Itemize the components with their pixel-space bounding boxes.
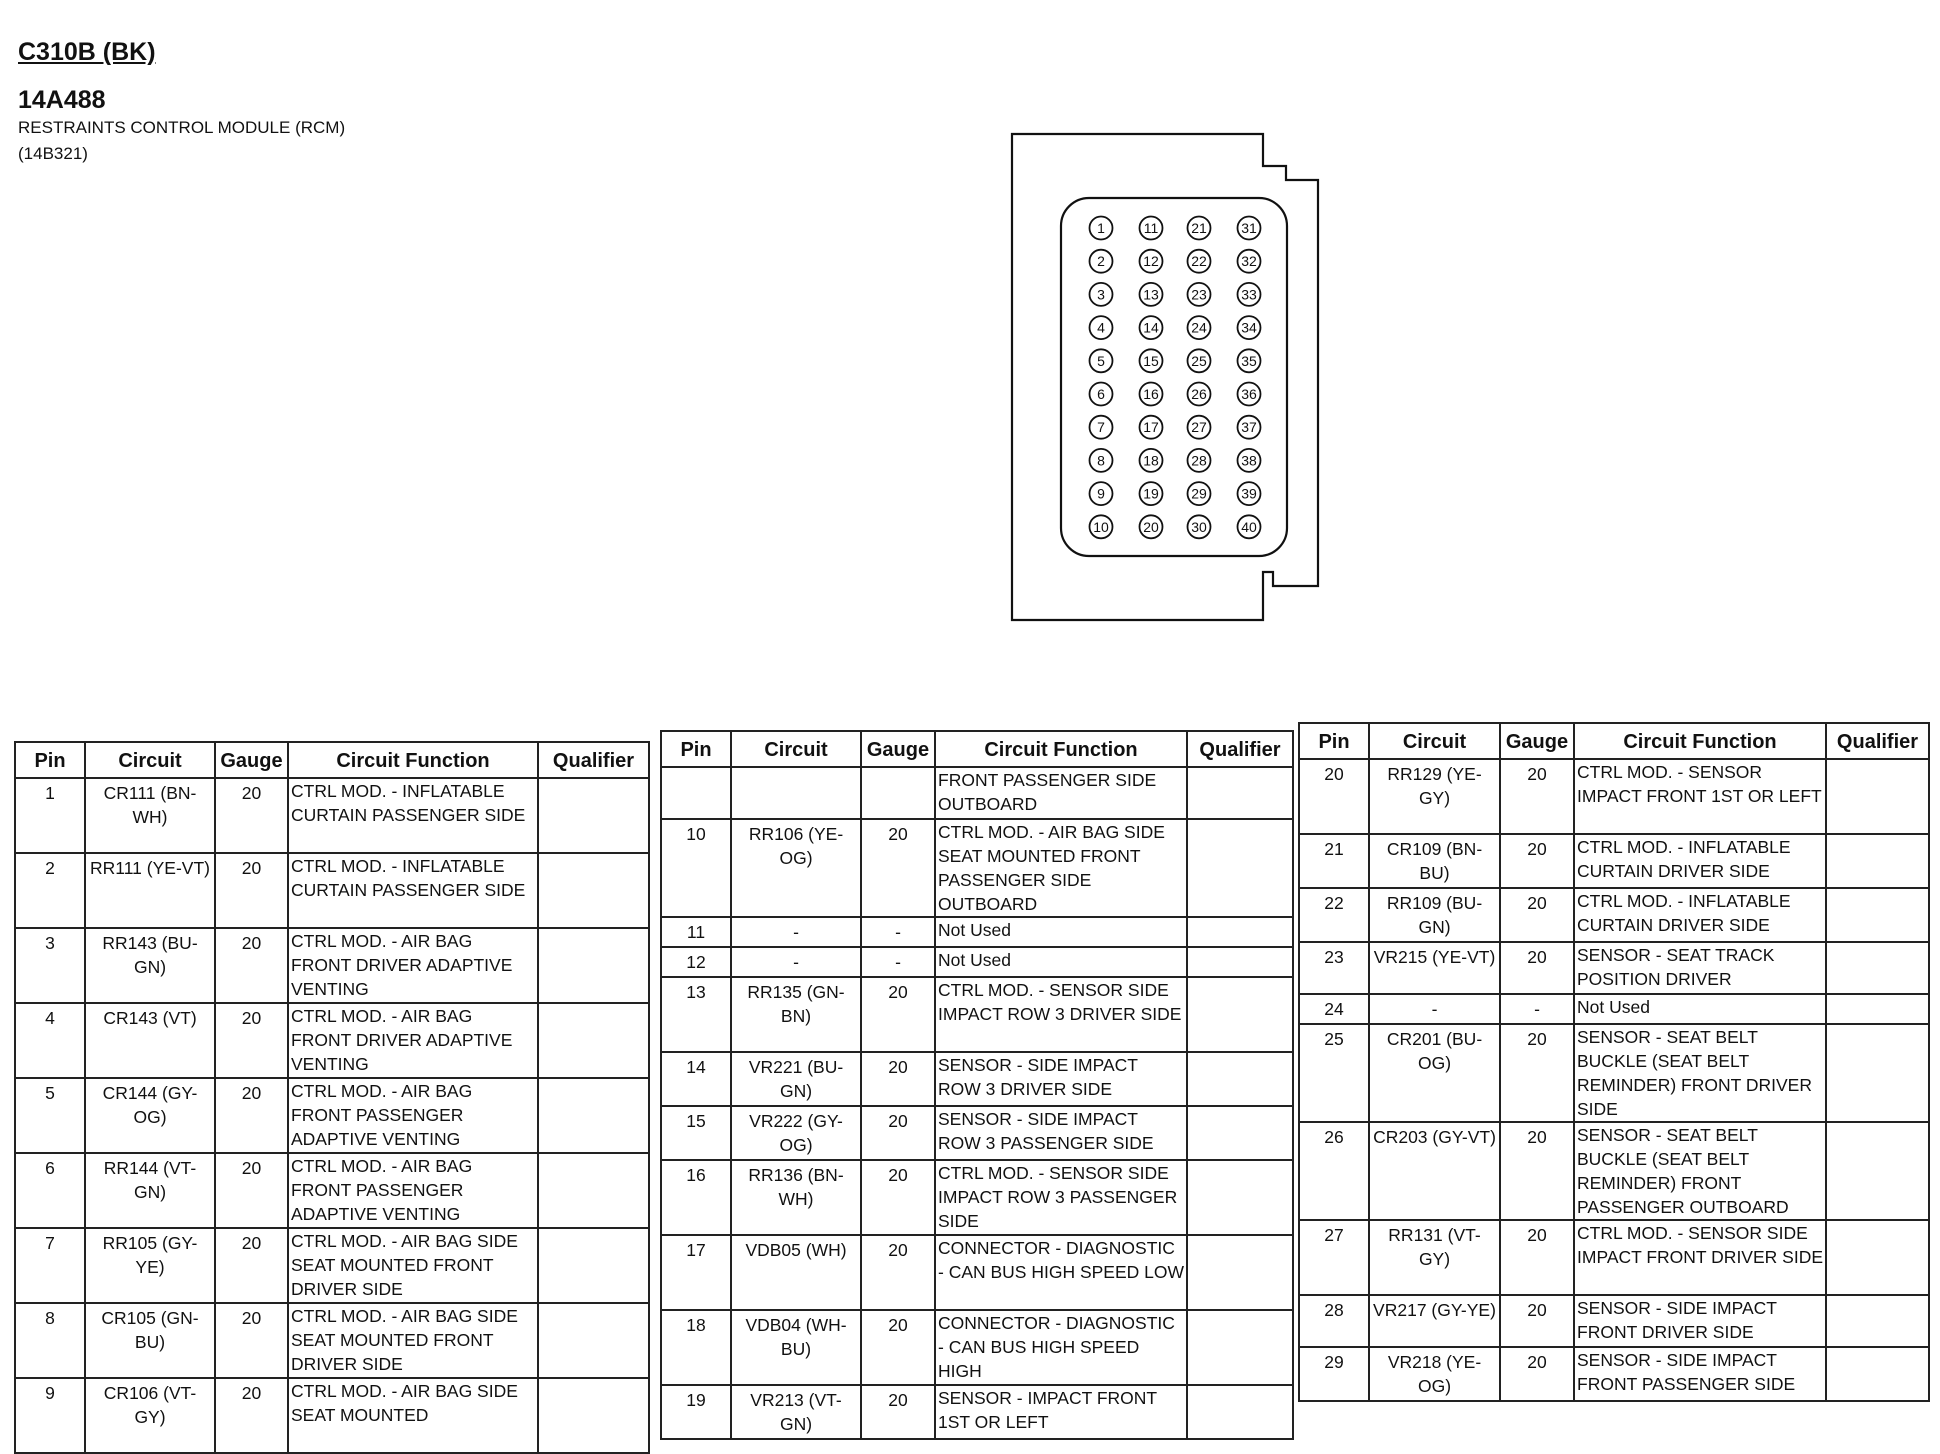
cell-circuit: CR144 (GY-OG) [85, 1078, 215, 1153]
cell-pin: 13 [661, 977, 731, 1052]
cell-function: SENSOR - SEAT TRACK POSITION DRIVER [1574, 942, 1826, 994]
cell-pin: 16 [661, 1160, 731, 1235]
connector-pin [1140, 515, 1163, 538]
connector-pin [1188, 349, 1211, 372]
cell-pin: 8 [15, 1303, 85, 1378]
cell-function: CTRL MOD. - SENSOR SIDE IMPACT ROW 3 DRIVER SIDE [935, 977, 1187, 1052]
cell-gauge: 20 [1500, 1024, 1574, 1122]
cell-pin: 19 [661, 1385, 731, 1439]
cell-pin: 14 [661, 1052, 731, 1106]
col-header-qualifier: Qualifier [1826, 723, 1929, 759]
table-row [15, 853, 649, 928]
connector-pin-label: 32 [1241, 253, 1257, 270]
cell-function: CTRL MOD. - AIR BAG SIDE SEAT MOUNTED [288, 1378, 538, 1453]
cell-gauge: - [861, 947, 935, 977]
connector-pin-label: 31 [1241, 220, 1257, 236]
cell-circuit: VDB04 (WH-BU) [731, 1310, 861, 1385]
connector-pin-label: 29 [1191, 485, 1207, 502]
connector-pin [1090, 449, 1113, 472]
cell-gauge: 20 [861, 1106, 935, 1160]
cell-circuit: RR136 (BN-WH) [731, 1160, 861, 1235]
cell-function: CTRL MOD. - AIR BAG SIDE SEAT MOUNTED FRONT DRIVER SIDE [288, 1303, 538, 1378]
col-header-gauge: Gauge [215, 742, 288, 778]
connector-pin-label: 40 [1241, 518, 1257, 535]
connector-pin [1090, 416, 1113, 439]
cell-gauge: 20 [215, 1153, 288, 1228]
connector-pin [1140, 349, 1163, 372]
cell-function: CTRL MOD. - AIR BAG FRONT PASSENGER ADAPTIVE VENTING [288, 1153, 538, 1228]
connector-pin-label: 16 [1143, 386, 1159, 402]
cell-circuit: RR144 (VT-GN) [85, 1153, 215, 1228]
cell-qualifier [538, 1153, 649, 1228]
table-row [1299, 759, 1929, 834]
table-header-row [15, 742, 649, 778]
table-row [1299, 994, 1929, 1024]
table-row [15, 1378, 649, 1453]
cell-qualifier [1187, 977, 1293, 1052]
cell-gauge: 20 [861, 1310, 935, 1385]
cell-gauge: 20 [861, 1385, 935, 1439]
connector-pin [1238, 349, 1261, 372]
connector-pin-label: 14 [1143, 319, 1159, 336]
cell-function: SENSOR - SIDE IMPACT ROW 3 DRIVER SIDE [935, 1052, 1187, 1106]
cell-qualifier [538, 1378, 649, 1453]
connector-pin [1188, 416, 1211, 439]
cell-gauge: 20 [215, 1078, 288, 1153]
connector-pin-label: 26 [1191, 386, 1207, 402]
cell-pin: 22 [1299, 888, 1369, 942]
cell-gauge: 20 [1500, 1295, 1574, 1347]
cell-function: SENSOR - SIDE IMPACT FRONT DRIVER SIDE [1574, 1295, 1826, 1347]
connector-pin-label: 25 [1191, 352, 1207, 369]
connector-pin [1188, 482, 1211, 505]
connector-pin [1188, 515, 1211, 538]
connector-pin-label: 27 [1191, 419, 1207, 436]
connector-pin-label: 21 [1191, 220, 1207, 236]
cell-gauge: 20 [861, 1235, 935, 1310]
col-header-function: Circuit Function [935, 731, 1187, 767]
connector-pin-label: 34 [1241, 319, 1257, 336]
connector-pin [1090, 316, 1113, 339]
connector-pin [1238, 217, 1261, 240]
cell-function: SENSOR - SEAT BELT BUCKLE (SEAT BELT REMINDER) FRONT DRIVER SIDE [1574, 1024, 1826, 1122]
cell-pin: 7 [15, 1228, 85, 1303]
cell-gauge: 20 [861, 1052, 935, 1106]
col-header-gauge: Gauge [1500, 723, 1574, 759]
connector-pin-label: 7 [1097, 419, 1105, 436]
col-header-pin: Pin [1299, 723, 1369, 759]
connector-housing-outline [1012, 134, 1318, 620]
connector-pin-label: 8 [1097, 452, 1105, 469]
cell-qualifier [1187, 767, 1293, 819]
connector-pin [1188, 383, 1211, 406]
cell-pin: 6 [15, 1153, 85, 1228]
cell-circuit: RR105 (GY-YE) [85, 1228, 215, 1303]
cell-gauge: 20 [1500, 1347, 1574, 1401]
table-row [1299, 888, 1929, 942]
cell-pin: 9 [15, 1378, 85, 1453]
connector-pin [1090, 383, 1113, 406]
cell-pin: 4 [15, 1003, 85, 1078]
connector-pin-label: 6 [1097, 386, 1105, 402]
connector-face-diagram [1008, 128, 1348, 628]
connector-pin [1188, 217, 1211, 240]
table-row [1299, 942, 1929, 994]
pin-table-2 [660, 730, 1294, 1440]
cell-gauge: 20 [1500, 1220, 1574, 1295]
cell-circuit: CR143 (VT) [85, 1003, 215, 1078]
connector-pin [1140, 482, 1163, 505]
connector-pin [1238, 383, 1261, 406]
connector-pin [1140, 316, 1163, 339]
cell-qualifier [538, 1303, 649, 1378]
cell-circuit: CR111 (BN-WH) [85, 778, 215, 853]
table-row [15, 1003, 649, 1078]
cell-circuit: VR218 (YE-OG) [1369, 1347, 1500, 1401]
cell-pin: 29 [1299, 1347, 1369, 1401]
connector-pin [1238, 449, 1261, 472]
connector-pin [1238, 482, 1261, 505]
cell-pin: 12 [661, 947, 731, 977]
cell-qualifier [538, 853, 649, 928]
cell-qualifier [1826, 888, 1929, 942]
cell-gauge: - [861, 917, 935, 947]
cell-circuit: - [731, 947, 861, 977]
table-row [1299, 1122, 1929, 1220]
module-name: RESTRAINTS CONTROL MODULE (RCM) [18, 118, 346, 137]
cell-pin: 27 [1299, 1220, 1369, 1295]
connector-pin [1140, 283, 1163, 306]
connector-pin [1238, 250, 1261, 273]
connector-pin [1188, 449, 1211, 472]
table-row [661, 1385, 1293, 1439]
connector-pin [1238, 283, 1261, 306]
table-row [15, 1228, 649, 1303]
cell-pin: 28 [1299, 1295, 1369, 1347]
cell-function: CTRL MOD. - AIR BAG FRONT DRIVER ADAPTIVE VENTING [288, 1003, 538, 1078]
cell-gauge: 20 [215, 1378, 288, 1453]
col-header-gauge: Gauge [861, 731, 935, 767]
connector-pin-label: 15 [1143, 352, 1159, 369]
connector-pin [1090, 515, 1113, 538]
table-row [661, 1310, 1293, 1385]
cell-circuit [731, 767, 861, 819]
cell-gauge: 20 [861, 819, 935, 917]
table-row [661, 1160, 1293, 1235]
connector-pin [1090, 283, 1113, 306]
cell-circuit: RR143 (BU-GN) [85, 928, 215, 1003]
col-header-pin: Pin [15, 742, 85, 778]
cell-pin: 2 [15, 853, 85, 928]
cell-pin: 23 [1299, 942, 1369, 994]
cell-circuit: RR106 (YE-OG) [731, 819, 861, 917]
connector-pin-label: 4 [1097, 319, 1105, 336]
connector-pin-label: 33 [1241, 286, 1257, 303]
table-row [661, 947, 1293, 977]
table-row [1299, 1347, 1929, 1401]
cell-pin [661, 767, 731, 819]
connector-pin-label: 36 [1241, 386, 1257, 402]
connector-pin [1188, 250, 1211, 273]
cell-gauge: 20 [215, 778, 288, 853]
cell-circuit: RR111 (YE-VT) [85, 853, 215, 928]
cell-pin: 17 [661, 1235, 731, 1310]
connector-pin [1090, 482, 1113, 505]
cell-circuit: VR215 (YE-VT) [1369, 942, 1500, 994]
connector-pin-label: 39 [1241, 485, 1257, 502]
connector-pin-label: 30 [1191, 518, 1207, 535]
cell-circuit: RR131 (VT-GY) [1369, 1220, 1500, 1295]
cell-qualifier [1187, 1235, 1293, 1310]
cell-function: SENSOR - SIDE IMPACT FRONT PASSENGER SIDE [1574, 1347, 1826, 1401]
connector-pin [1090, 349, 1113, 372]
table-row [1299, 1024, 1929, 1122]
table-row [661, 917, 1293, 947]
table-row [15, 1153, 649, 1228]
table-row [15, 778, 649, 853]
connector-pin [1140, 449, 1163, 472]
cell-gauge: 20 [861, 977, 935, 1052]
col-header-qualifier: Qualifier [1187, 731, 1293, 767]
cell-function: CTRL MOD. - INFLATABLE CURTAIN PASSENGER SIDE [288, 853, 538, 928]
cell-function: Not Used [1574, 994, 1826, 1024]
cell-qualifier [538, 778, 649, 853]
cell-qualifier [1187, 1106, 1293, 1160]
col-header-function: Circuit Function [1574, 723, 1826, 759]
pin-table-3 [1298, 722, 1930, 1402]
connector-pin-label: 2 [1097, 253, 1105, 270]
cell-qualifier [538, 1228, 649, 1303]
cell-circuit: VDB05 (WH) [731, 1235, 861, 1310]
cell-gauge: 20 [1500, 942, 1574, 994]
cell-circuit: VR222 (GY-OG) [731, 1106, 861, 1160]
cell-qualifier [1826, 1295, 1929, 1347]
connector-pin-label: 23 [1191, 286, 1207, 303]
table-header-row [661, 731, 1293, 767]
col-header-circuit: Circuit [1369, 723, 1500, 759]
cell-gauge: 20 [215, 1303, 288, 1378]
col-header-pin: Pin [661, 731, 731, 767]
cell-circuit: VR213 (VT-GN) [731, 1385, 861, 1439]
cell-function: CTRL MOD. - AIR BAG FRONT PASSENGER ADAPTIVE VENTING [288, 1078, 538, 1153]
cell-circuit: - [1369, 994, 1500, 1024]
cell-qualifier [1187, 819, 1293, 917]
cell-pin: 15 [661, 1106, 731, 1160]
table-row [661, 767, 1293, 819]
table-row [15, 1078, 649, 1153]
cell-pin: 11 [661, 917, 731, 947]
cell-gauge: 20 [1500, 834, 1574, 888]
table-row [1299, 1295, 1929, 1347]
connector-pin [1140, 416, 1163, 439]
cell-qualifier [1187, 1052, 1293, 1106]
connector-pin-label: 11 [1143, 220, 1159, 236]
pin-grid [1090, 217, 1261, 539]
connector-pin [1140, 250, 1163, 273]
cell-qualifier [1826, 834, 1929, 888]
cell-circuit: VR217 (GY-YE) [1369, 1295, 1500, 1347]
connector-pin-label: 13 [1143, 286, 1159, 303]
cell-function: CONNECTOR - DIAGNOSTIC - CAN BUS HIGH SPEED HIGH [935, 1310, 1187, 1385]
cell-circuit: VR221 (BU-GN) [731, 1052, 861, 1106]
col-header-circuit: Circuit [85, 742, 215, 778]
cell-pin: 10 [661, 819, 731, 917]
table-row [1299, 1220, 1929, 1295]
cell-pin: 20 [1299, 759, 1369, 834]
cell-qualifier [1187, 947, 1293, 977]
cell-qualifier [1826, 1122, 1929, 1220]
cell-qualifier [538, 1003, 649, 1078]
cell-function: CTRL MOD. - INFLATABLE CURTAIN PASSENGER SIDE [288, 778, 538, 853]
cell-pin: 1 [15, 778, 85, 853]
cell-gauge: 20 [1500, 888, 1574, 942]
cell-pin: 26 [1299, 1122, 1369, 1220]
cell-function: CTRL MOD. - SENSOR SIDE IMPACT FRONT DRIVER SIDE [1574, 1220, 1826, 1295]
connector-pin-label: 24 [1191, 319, 1207, 336]
cell-circuit: RR129 (YE-GY) [1369, 759, 1500, 834]
cell-gauge: 20 [215, 853, 288, 928]
cell-function: CONNECTOR - DIAGNOSTIC - CAN BUS HIGH SPEED LOW [935, 1235, 1187, 1310]
part-number: 14A488 [18, 86, 106, 114]
cell-qualifier [1826, 1024, 1929, 1122]
cell-function: CTRL MOD. - INFLATABLE CURTAIN DRIVER SIDE [1574, 834, 1826, 888]
connector-pin [1090, 250, 1113, 273]
cell-qualifier [538, 928, 649, 1003]
connector-pin-label: 38 [1241, 452, 1257, 469]
connector-pin-label: 9 [1097, 485, 1105, 502]
connector-pin-label: 35 [1241, 352, 1257, 369]
connector-pin-label: 20 [1143, 518, 1159, 535]
cell-function: FRONT PASSENGER SIDE OUTBOARD [935, 767, 1187, 819]
cell-function: CTRL MOD. - AIR BAG SIDE SEAT MOUNTED FRONT PASSENGER SIDE OUTBOARD [935, 819, 1187, 917]
cell-pin: 5 [15, 1078, 85, 1153]
cell-function: Not Used [935, 947, 1187, 977]
connector-pin-label: 18 [1143, 452, 1159, 469]
table-row [661, 977, 1293, 1052]
cell-function: CTRL MOD. - SENSOR IMPACT FRONT 1ST OR LEFT [1574, 759, 1826, 834]
connector-pin [1238, 515, 1261, 538]
connector-pin-label: 5 [1097, 352, 1105, 369]
module-reference: (14B321) [18, 144, 88, 163]
cell-circuit: RR109 (BU-GN) [1369, 888, 1500, 942]
cell-circuit: CR106 (VT-GY) [85, 1378, 215, 1453]
cell-pin: 24 [1299, 994, 1369, 1024]
cell-qualifier [1826, 1347, 1929, 1401]
table-row [661, 1106, 1293, 1160]
connector-pin [1188, 316, 1211, 339]
cell-qualifier [1826, 1220, 1929, 1295]
table-header-row [1299, 723, 1929, 759]
cell-function: SENSOR - SEAT BELT BUCKLE (SEAT BELT REMINDER) FRONT PASSENGER OUTBOARD [1574, 1122, 1826, 1220]
connector-pin-label: 10 [1093, 518, 1109, 535]
cell-qualifier [1826, 759, 1929, 834]
cell-pin: 21 [1299, 834, 1369, 888]
cell-gauge: 20 [1500, 759, 1574, 834]
connector-pin-label: 22 [1191, 253, 1207, 270]
cell-function: SENSOR - SIDE IMPACT ROW 3 PASSENGER SIDE [935, 1106, 1187, 1160]
cell-pin: 25 [1299, 1024, 1369, 1122]
cell-function: Not Used [935, 917, 1187, 947]
cell-qualifier [1826, 942, 1929, 994]
connector-pin-label: 12 [1143, 253, 1159, 270]
table-row [661, 819, 1293, 917]
cell-circuit: CR105 (GN-BU) [85, 1303, 215, 1378]
connector-pin [1140, 217, 1163, 240]
cell-gauge: 20 [215, 928, 288, 1003]
cell-function: CTRL MOD. - SENSOR SIDE IMPACT ROW 3 PASSENGER SIDE [935, 1160, 1187, 1235]
cell-circuit: CR109 (BN-BU) [1369, 834, 1500, 888]
connector-pin-label: 1 [1097, 220, 1105, 236]
cell-gauge: 20 [215, 1003, 288, 1078]
connector-pin [1140, 383, 1163, 406]
cell-gauge: - [1500, 994, 1574, 1024]
connector-title: C310B (BK) [18, 38, 156, 66]
cell-gauge: 20 [1500, 1122, 1574, 1220]
pin-table-1 [14, 741, 650, 1454]
connector-pin [1238, 316, 1261, 339]
connector-pin-label: 17 [1143, 419, 1159, 436]
cell-gauge: 20 [215, 1228, 288, 1303]
col-header-qualifier: Qualifier [538, 742, 649, 778]
cell-circuit: CR203 (GY-VT) [1369, 1122, 1500, 1220]
cell-function: CTRL MOD. - AIR BAG FRONT DRIVER ADAPTIVE VENTING [288, 928, 538, 1003]
cell-qualifier [1187, 1385, 1293, 1439]
cell-circuit: - [731, 917, 861, 947]
cell-pin: 18 [661, 1310, 731, 1385]
cell-qualifier [1187, 917, 1293, 947]
cell-qualifier [1187, 1160, 1293, 1235]
connector-pin [1090, 217, 1113, 240]
table-row [1299, 834, 1929, 888]
connector-pin-label: 37 [1241, 419, 1257, 436]
cell-function: CTRL MOD. - AIR BAG SIDE SEAT MOUNTED FRONT DRIVER SIDE [288, 1228, 538, 1303]
table-row [15, 928, 649, 1003]
cell-qualifier [1187, 1310, 1293, 1385]
cell-qualifier [1826, 994, 1929, 1024]
cell-function: CTRL MOD. - INFLATABLE CURTAIN DRIVER SIDE [1574, 888, 1826, 942]
col-header-circuit: Circuit [731, 731, 861, 767]
cell-qualifier [538, 1078, 649, 1153]
table-row [661, 1235, 1293, 1310]
cell-circuit: RR135 (GN-BN) [731, 977, 861, 1052]
cell-circuit: CR201 (BU-OG) [1369, 1024, 1500, 1122]
table-row [15, 1303, 649, 1378]
cell-gauge [861, 767, 935, 819]
connector-pin [1238, 416, 1261, 439]
col-header-function: Circuit Function [288, 742, 538, 778]
cell-pin: 3 [15, 928, 85, 1003]
connector-pin-label: 28 [1191, 452, 1207, 469]
connector-pin-label: 19 [1143, 485, 1159, 502]
cell-function: SENSOR - IMPACT FRONT 1ST OR LEFT [935, 1385, 1187, 1439]
connector-pin-label: 3 [1097, 286, 1105, 303]
cell-gauge: 20 [861, 1160, 935, 1235]
connector-pin [1188, 283, 1211, 306]
table-row [661, 1052, 1293, 1106]
